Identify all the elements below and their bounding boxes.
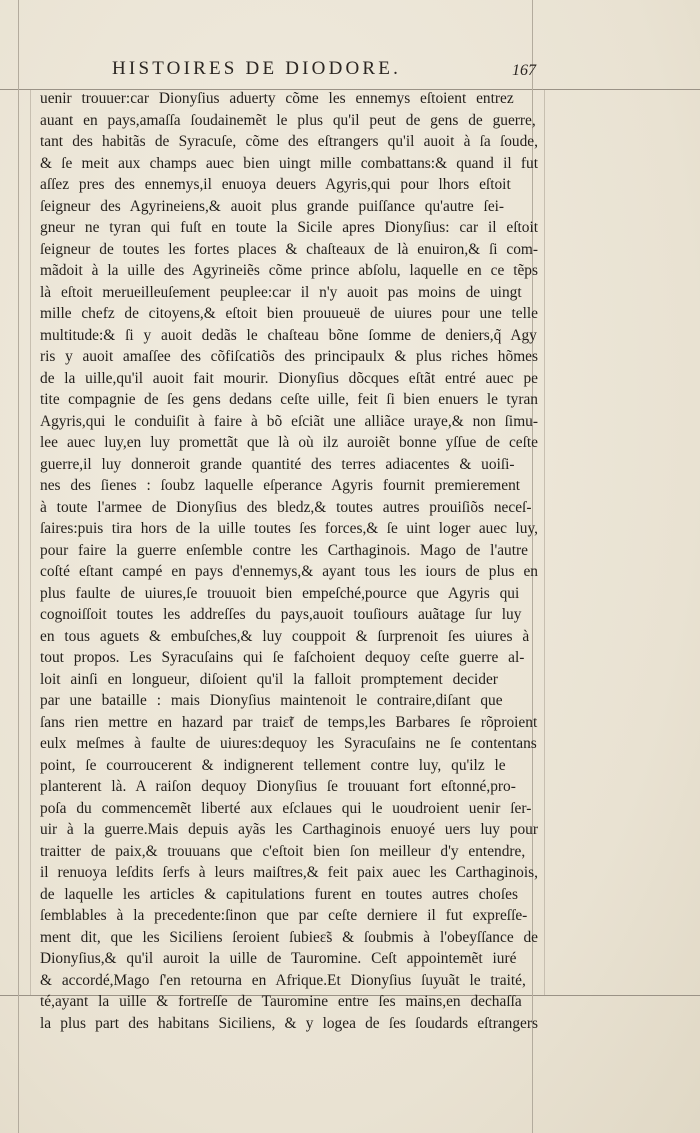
text-line: ment dit, que les Siciliens ſeroient ſubieɛ̃s & ſoubmis à l'obeyſſance de	[40, 928, 538, 946]
text-line: de laquelle les articles & capitulations furent en toutes autres choſes	[40, 885, 518, 903]
text-line: té,ayant la uille & fortreſſe de Tauromine entre ſes mains,en dechaſſa	[40, 993, 522, 1010]
text-line: à toute l'armee de Dionyſius des bledz,& toutes autres prouiſiõs neceſ-	[40, 498, 532, 516]
text-line: & accordé,Mago ſ'en retourna en Afrique.Et Dionyſius ſuyuãt le traité,	[40, 971, 526, 989]
text-line: plus faulte de uiures,ſe trouuoit bien empeſché,pource que Agyris qui	[40, 584, 520, 602]
body-text	[40, 88, 540, 1034]
text-line: traitter de paix,& trouuans que c'eſtoit bien ſon meilleur d'y entendre,	[40, 842, 526, 860]
text-line: de la uille,qu'il auoit fait mourir. Dionyſius dõcques eſtãt entré auec pe	[40, 369, 538, 387]
text-line: ſeigneur de toutes les fortes places & chaſteaux de là enuiron,& ſi com-	[40, 240, 538, 258]
text-line: tout propos. Les Syracuſains qui ſe faſchoient dequoy ceſte guerre al-	[40, 649, 525, 666]
ruled-line-left-inner	[30, 90, 31, 995]
text-line: auant en pays,amaſſa ſoudainemẽt le plus qu'il peut de gens de guerre,	[40, 111, 536, 129]
text-line: loit ainſi en longueur, diſoient qu'il la falloit promptement decider	[40, 670, 498, 688]
text-line: multitude:& ſi y auoit dedãs le chaſteau bõne ſomme de deniers,q̃ Agy	[40, 326, 537, 344]
text-line: ſaires:puis tira hors de la uille toutes ſes forces,& ſe uint loger auec luy,	[40, 520, 538, 537]
text-line: Agyris,qui le conduiſit à faire à bõ eſciãt une alliãce uraye,& non ſimu-	[40, 412, 538, 430]
page-number: 167	[512, 62, 536, 79]
text-line: ſeigneur des Agyrineiens,& auoit plus grande puiſſance qu'autre ſei-	[40, 197, 505, 215]
text-line: uir à la guerre.Mais depuis ayãs les Carthaginois enuoyé uers luy pour	[40, 821, 538, 838]
text-line: poſa du commencemẽt liberté aux eſclaues qui le uoudroient uenir ſer-	[40, 799, 532, 817]
text-line: ſemblables à la precedente:ſinon que par ceſte derniere il fut expreſſe-	[40, 907, 528, 924]
text-line: tite compagnie de ſes gens dedans ceſte uille, feit ſi bien enuers le tyran	[40, 391, 538, 408]
text-line: & ſe meit aux champs auec bien uingt mille combattans:& quand il fut	[40, 154, 538, 172]
text-line: planterent là. A raiſon dequoy Dionyſius ſe trouuant fort eſtonné,pro-	[40, 778, 516, 795]
text-line: ſans rien mettre en hazard par traiɛ̃t de temps,les Barbares ſe rõproient	[40, 713, 538, 731]
text-line: Dionyſius,& qu'il auroit la uille de Tauromine. Ceſt appointemẽt iuré	[40, 950, 517, 967]
text-line: mãdoit à la uille des Agyrineiẽs cõme prince abſolu, laquelle en ce tẽps	[40, 262, 538, 279]
text-line: guerre,il luy donneroit grande quantité des terres adiacentes & uoiſi-	[40, 455, 515, 473]
text-line: lee auec luy,en luy promettãt que là où ilz auroiẽt bonne yſſue de ceſte	[40, 434, 538, 451]
text-line: cognoiſſoit toutes les addreſſes du pays,auoit touſiours auãtage ſur luy	[40, 606, 522, 623]
text-line: par une bataille : mais Dionyſius maintenoit le contraire,diſant que	[40, 692, 503, 709]
text-line: pour faire la guerre enſemble contre les Carthaginois. Mago de l'autre	[40, 541, 528, 559]
ruled-line-left	[18, 0, 19, 1133]
text-line: eulx meſmes à faulte de uiures:dequoy les Syracuſains ne ſe contentans	[40, 735, 537, 752]
text-line: là eſtoit merueilleuſement peuplee:car il n'y auoit pas moins de uingt	[40, 283, 522, 301]
text-line: ris y auoit amaſſee des cõfiſcatiõs des principaulx & plus riches hõmes	[40, 348, 538, 365]
ruled-line-right-inner	[544, 90, 545, 995]
text-line: point, ſe courroucerent & indignerent tellement contre luy, qu'ilz le	[40, 756, 506, 774]
text-line: la plus part des habitans Siciliens, & y logea de ſes ſoudards eſtrangers	[40, 1014, 538, 1032]
text-line: gneur ne tyran qui fuſt en toute la Sicile apres Dionyſius: car il eſtoit	[40, 219, 538, 236]
text-line: mille chefz de citoyens,& eſtoit bien prouueuë de uiures pour une telle	[40, 305, 538, 322]
text-line: nes des ſienes : ſoubz laquelle eſperance Agyris fournit premierement	[40, 477, 521, 494]
text-line: il renuoya leſdits ſerfs à leurs maiſtres,& feit paix auec les Carthaginois,	[40, 864, 538, 881]
running-head: HISTOIRES DE DIODORE.	[112, 58, 402, 79]
text-line: en tous aguets & embuſches,& luy couppoit & ſurprenoit ſes uiures à	[40, 627, 530, 645]
text-line: coſté eſtant campé en pays d'ennemys,& ayant tous les iours de plus en	[40, 563, 538, 580]
text-line: tant des habitãs de Syracuſe, cõme des eſtrangers qu'il auoit à ſa ſoude,	[40, 133, 538, 150]
text-line: uenir trouuer:car Dionyſius aduerty cõme les ennemys eſtoient entrez	[40, 90, 514, 107]
text-line: aſſez pres des ennemys,il enuoya deuers Agyris,qui pour lhors eſtoit	[40, 176, 511, 193]
